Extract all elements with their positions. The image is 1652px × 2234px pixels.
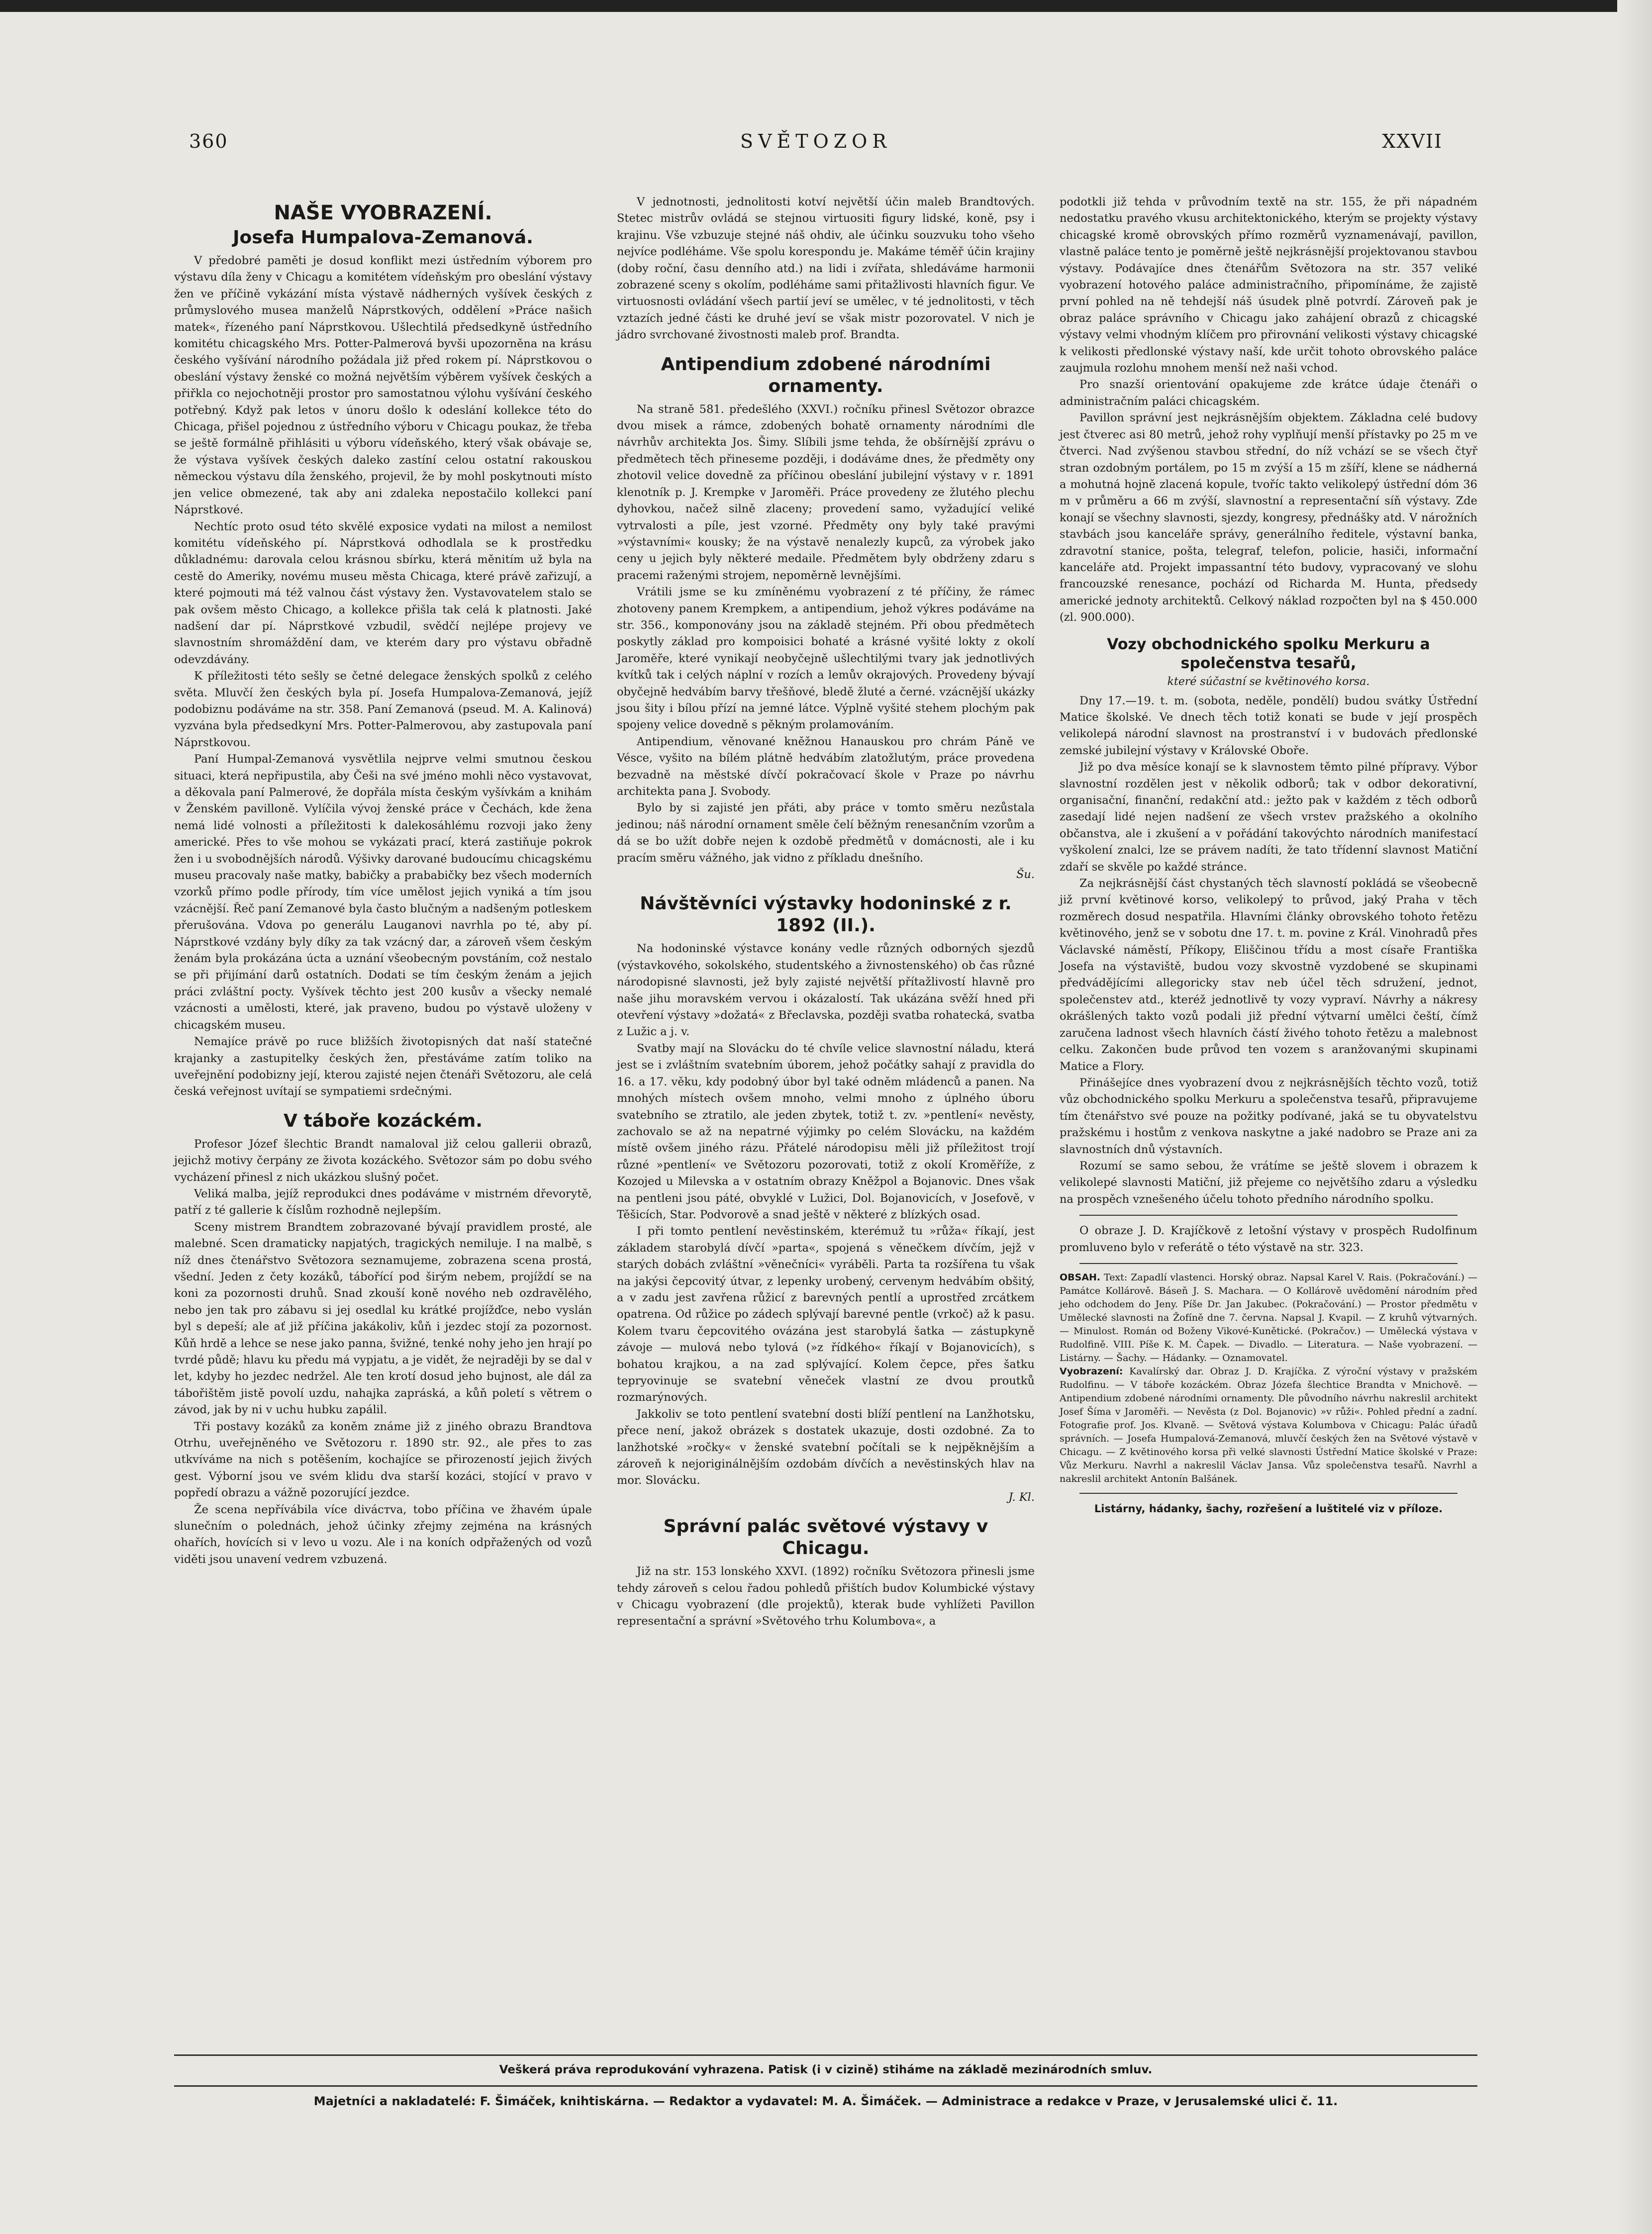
article-title-hodonin: Návštěvníci výstavky hodoninské z r. 1892 (II.). [640, 893, 1012, 936]
paragraph: Na straně 581. předešlého (XXVI.) ročníku přinesl Světozor obrazce dvou misek a rámce, zdobených bohatě ornamenty národními dle návrhův architekta Jos. Šimy. Slíbili jsme tehda, že obšírnější zprávu o předmětech těch přineseme později, i dodáváme dnes, že předměty ony zhotovil velice dovedně za příčinou obeslání jubilejní výstavy v r. 1891 klenotník p. J. Krempke v Jaroměři. Práce provedeny ze žlutého plechu dyhovkou, načež silně zlaceny; provedení samo, vyžadující veliké vytrvalosti a píle, jest vzorné. Předměty ony byly také pravými »výstavními« kousky; že na výstavě nenalezly kupců, za výrobek jako ceny u jejich byly některé medaile. Předmětem byly obdrženy zdaru s pracemi raženými strojem, nepoměrně levnějšími. [617, 402, 1035, 582]
divider [1079, 1493, 1458, 1494]
article-title-spravni-palac: Správní palác světové výstavy v Chicagu. [663, 1516, 988, 1559]
footer-publisher: Majetníci a nakladatelé: F. Šimáček, knihtiskárna. — Redaktor a vydavatel: M. A. Šimáček. — Administrace a redakce v Praze, v Jerusalemské ulici č. 11. [313, 2094, 1338, 2108]
article-title-tabor-kozacky: V táboře kozáckém. [284, 1110, 483, 1131]
paragraph: Vrátili jsme se ku zmíněnému vyobrazení z té příčiny, že rámec zhotoveny panem Krempkem, a antipendium, jehož výkres podáváme na str. 356., komponovány jsou na základě stejném. Při obou předmětech poskytly základ pro kompoisici bohaté a krásné vyšité lokty z okolí Jaroměře, které vynikají neobyčejně ušlechtilými tvary jak jednotlivých kvítků tak i celých náplní v rozích a lemův okrajových. Provedeny bývají obyčejně hedvábím barvy třešňové, bledě žluté a černé. vzácnější ukázky jsou šity i bílou přízí na jemné látce. Výplně vyšité stehem plochým pak spojeny velice dovedně s pěkným prolamováním. [617, 585, 1035, 732]
supplement-note: Listárny, hádanky, šachy, rozřešení a luštitelé viz v příloze. [1094, 1502, 1443, 1515]
section-title: NAŠE VYOBRAZENÍ. [274, 201, 492, 224]
paragraph: Paní Humpal-Zemanová vysvětlila nejprve velmi smutnou českou situaci, která nepřipustila, aby Češi na své jméno mohli něco vystavovat, a děkovala paní Palmerové, že dopřála místa českým vyšívkám a knihám v Ženském pavilloně. Vylíčila vývoj ženské práce v Čechách, kde žena nemá lidé volnosti a příležitosti k dalekosáhlému rozvoji jako ženy americké. Přes to vše mohou se vykázati prací, která zastiňuje pokrok žen i u svobodnějších národů. Výšivky darované budoucímu chicagskému museu pracovaly naše matky, babičky a prababičky bez všech moderních vzorků přímo podle přírody, tím více umělost jejich vyniká a tím jsou vzácnější. Řeč paní Zemanové byla často blučným a nadšeným potleskem přerušována. Vdova po generálu Lauganovi navrhla po té, aby pí. Náprstkové vzdány byly díky za tak vzácný dar, a zároveň všem českým ženám byla prokázána úcta a uznání všeobecným povstáním, což nestalo se při přijímání darů ostatních. Dodati se tím českým ženám a jejich práci zvláštní pocty. Vyšívek těchto jest 200 kusův a všecky nemalé vzácnosti a umělosti, které, jak praveno, budou po výstavě uloženy v chicagském museu. [174, 753, 592, 1032]
scan-right-edge [1617, 0, 1652, 2234]
column-3 [1060, 194, 1477, 1517]
paragraph: I při tomto pentlení nevěstinském, kterémuž tu »růža« říkají, jest základem starobylá dívčí »parta«, spojená s věnečkem dívčím, jejž v starých dobách zvláštní »věnečníci« vyráběli. Parta ta rozšířena tu však na jakýsi čepcovitý útvar, z lepenky urobený, cervenym hedvábím obšitý, a v zadu jest zavřena růžicí z barevných pentlí a uprostřed zrcátkem opatrena. Od růžice po zádech splývají barevné pentle (vrkoč) až k pasu. Kolem tvaru čepcovitého ovázána jest starobylá šatka — zástupkyně závoje — mulová nebo tylová (»z řídkého« říkají v Bojanovicích), s bohatou krajkou, a na zad splývající. Kolem čepce, přes šatku tepryovinuje se svatební věneček vlastní ze dvou proutků rozmarýnových. [617, 1225, 1035, 1404]
paragraph: V jednotnosti, jednolitosti kotví největší účin maleb Brandtových. Stetec mistrův ovládá se stejnou virtuositi figury lidské, koně, psy i krajinu. Vše vzbuzuje stejné náš ohdiv, ale účinku souzvuku toho všeho nejvíce podléháme. Vše spolu korespondu je. Makáme téměř účin krajiny (doby roční, času denního atd.) na lidi i zvířata, shledáváme harmonii zobrazené sceny s okolím, podléháme sami přitažlivosti hlavních figur. Ve virtuosnosti ovládání všech partií jeví se umělec, v té jednolitosti, v těch vztazích jedné části ke druhé jeví se však mistr pozorovatel. V nich je jádro svrchované živostnosti maleb prof. Brandta. [617, 195, 1035, 342]
page-header [189, 130, 1443, 160]
article-title-humpalova: Josefa Humpalova-Zemanová. [233, 227, 533, 248]
footer-rule-top [174, 2054, 1477, 2056]
paragraph: Antipendium, věnované kněžnou Hanauskou pro chrám Páně ve Vésce, vyšito na bílém plátně hedvábím zlatožlutým, práce provedena bezvadně na městské dívčí pokračovací škole v Praze po návrhu architekta pana J. Svobody. [617, 735, 1035, 798]
illustrations-text: Kavalírský dar. Obraz J. D. Krajíčka. Z výroční výstavy v pražském Rudolfinu. — V táboře kozáckém. Obraz Józefa šlechtice Brandta v Mnichově. — Antipendium zdobené národními ornamenty. Dle původního návrhu nakreslil architekt Josef Šíma v Jaroměři. — Nevěsta (z Dol. Bojanovic) »v růži«. Pohled přední a zadní. Fotografie prof. Jos. Klvaně. — Světová výstava Kolumbova v Chicagu: Palác úřadů správních. — Josefa Humpalová-Zemanová, mluvčí českých žen na Světové výstavě v Chicagu. — Z květinového korsa při velké slavnosti Ústřední Matice školské v Praze: Vůz Merkuru. Navrhl a nakreslil Václav Jansa. Vůz společenstva tesařů. Navrhl a nakreslil architekt Antonín Balšánek. [1060, 1365, 1477, 1484]
paragraph: Veliká malba, jejíž reprodukci dnes podáváme v mistrném dřevorytě, patří z té gallerie k číslům rozhodně nejlepším. [174, 1187, 592, 1217]
volume-number: XXVII [1382, 130, 1443, 152]
divider [1079, 1263, 1458, 1264]
paragraph: Přinášejíce dnes vyobrazení dvou z nejkrásnějších těchto vozů, totiž vůz obchodnického spolku Merkuru a společenstva tesařů, připravujeme tím čtenářstvo své pouze na požitky podívané, jaká se tu obyvatelstvu pražskému i hostům z venkova naskytne a jaké nadobro se Praze ani za slavnostních dnů výstavních. [1060, 1076, 1477, 1156]
paragraph: Na hodoninské výstavce konány vedle různých odborných sjezdů (výstavkového, sokolského, studentského a živnostenského) ob čas různé národopisné slavnosti, jež byly zajisté největší přítažlivostí hlavně pro naše jihu moravském vervou i okázalostí. Tak ukázána svěží hned při otevření výstavy »dožatá« z Břeclavska, později svatba rohatecká, svatba z Lužic a j. v. [617, 942, 1035, 1039]
scan-top-edge [0, 0, 1652, 12]
divider [1079, 1215, 1458, 1216]
paragraph: Bylo by si zajisté jen přáti, aby práce v tomto směru nezůstala jedinou; náš národní ornament směle čelí běžným renesančním vzorům a dá se bo užít dobře nejen k ozdobě předmětů v domácnosti, ale i ku pracím směru vážného, jak vidno z příkladu dnešního. [617, 801, 1035, 865]
paragraph: Rozumí se samo sebou, že vrátíme se ještě slovem i obrazem k velikolepé slavnosti Matiční, již přejeme co největšího zdaru a výsledku na prospěch vznešeného účelu tohoto předního národního spolku. [1060, 1159, 1477, 1206]
footer-rule-bottom [174, 2085, 1477, 2087]
article-title-vozy-merkur: Vozy obchodnického spolku Merkuru a společenstva tesařů, [1107, 635, 1430, 672]
paragraph: Již po dva měsíce konají se k slavnostem těmto pilné přípravy. Výbor slavnostní rozdělen jest v několik odborů; tak v odbor dekorativní, organisační, finanční, redakční atd.: ježto pak v každém z těch odborů zasedají lidé nejen nadšení ze všech vrstev pražského a okolního občanstva, ale i zkušení a v pořádání takovýchto národních manifestací vyškolení znalci, lze se právem nadíti, že tato třídenní slavnost Matiční zdaří se skvěle po každé stránce. [1060, 761, 1477, 874]
paragraph: Jakkoliv se toto pentlení svatební dosti blíží pentlení na Lanžhotsku, přece není, jakož obrázek s dostatek ukazuje, dosti ozdobné. Za to lanžhotské »ročky« v ženské svatební počítali se k nejpěknějším a zároveň k nejoriginálnějším ozdobám dívčích a nevěstinských hlav na mor. Slovácku. [617, 1407, 1035, 1487]
signature: Šu. [1016, 868, 1035, 881]
paragraph: Sceny mistrem Brandtem zobrazované bývají pravidlem prosté, ale malebné. Scen dramaticky napjatých, tragických nemiluje. I na malbě, s níž dnes čtenářstvo Světozora seznamujeme, zobrazena scena prostá, všední. Jeden z čety kozáků, tábořící pod širým nebem, projíždí se na koni za pozornosti druhů. Snad zkouší koně nového neb ozdravělého, nebo jen tak pro zábavu si jej osedlal ku krátké projížďce, nebo vyslán byl s depeší; ale ať již příčina jakákoliv, kůň i jezdec stojí za pozornost. Kůň hrdě a lehce se nese jako panna, švižné, tenké nohy jeho jen hrají po tvrdé půdě; hlavu ku předu má vypjatu, a je vidět, že nejraději by se dal v let, kdyby ho jezdec nedržel. Ale ten krotí dosud jeho bujnost, ale dál za tábořištěm jistě povolí uzdu, nahajka zapráská, a kůň poletí s větrem o závod, jak by ni v uchu hubku zapálil. [174, 1220, 592, 1417]
illustrations-label: Vyobrazení: [1060, 1365, 1123, 1377]
paragraph: Tři postavy kozáků za koněm známe již z jiného obrazu Brandtova Otrhu, uveřejněného ve Světozoru r. 1890 str. 92., ale přes to zas utkvíváme na nich s potěšením, kochajíce se přirozeností jejich živých gest. Výborní jsou ve svém klidu dva starší kozáci, stojící v pravo v popředí obrazu a vážně pozorující jezdce. [174, 1420, 592, 1500]
paragraph: Pro snazší orientování opakujeme zde krátce údaje čtenáři o administračním paláci chicagském. [1060, 378, 1477, 408]
paragraph: Svatby mají na Slovácku do té chvíle velice slavnostní náladu, která jest se i zvláštním svatebním úborem, jehož počátky sahají z pravidla do 16. a 17. věku, kdy podobný úbor byl také odněm mládenců a panen. Na mnohých místech ovšem mnoho, velmi mnoho z úplného úboru svatebního se ztratilo, ale jeden zbytek, totiž t. zv. »pentlení« nevěsty, zachovalo se až na nepatrné výjimky po celém Slovácku, na každém místě ovšem jiného rázu. Přátelé národopisu měli již příležitost trojí různé »pentlení« ve Světozoru pozorovati, totiž z okolí Kroměříže, z Kozojed u Milevska a v ostatním obrazy Kněžpol a Bojanovic. Dnes však na pentleni jsou páté, obvyklé v Lužici, Dol. Bojanovicích, v Josefově, v Těšicích, Star. Podvorově a snad ještě v některé z blízkých osad. [617, 1042, 1035, 1221]
contents-text: Text: Zapadlí vlastenci. Horský obraz. Napsal Karel V. Rais. (Pokračování.) — Památce Kollárově. Báseň J. S. Machara. — O Kollárově uvědomění národním před jeho odchodem do Jeny. Píše Dr. Jan Jakubec. (Pokračování.) — Prostor předmětu v Umělecké slavnosti na Žofíně dne 7. června. Napsal J. Kvapil. — Z kruhů výtvarných. — Minulost. Román od Boženy Vikové-Kunětické. (Pokračov.) — Umělecká výstava v Rudolfině. VIII. Píše K. M. Čapek. — Divadlo. — Literatura. — Naše vyobrazení. — Listárny. — Šachy. — Hádanky. — Oznamovatel. [1060, 1271, 1477, 1363]
column-1 [174, 194, 592, 1568]
page-number: 360 [189, 130, 228, 152]
signature: J. Kl. [1008, 1490, 1035, 1504]
footer-rights: Veškerá práva reprodukování vyhrazena. Patisk (i v cizině) stiháme na základě mezinárodních smluv. [499, 2063, 1153, 2076]
table-of-contents [1060, 1271, 1477, 1486]
article-title-antipendium: Antipendium zdobené národními ornamenty. [661, 354, 991, 396]
paragraph: Že scena nepřívábila více divácтva, tobo příčina ve žhavém úpale slunečním o polednách, jehož účinky zřejmy zejména na krásných ohařích, hovících si v levo u vozu. Ale i na koních odpřažených od vozů viděti jsou unavení vedrem vzbuzená. [174, 1503, 592, 1566]
paragraph: Nechtíc proto osud této skvělé exposice vydati na milost a nemilost komitétu vídeňského pí. Náprstková odhodlala se k prostředku důkladnému: darovala celou krásnou sbírku, která měnitím už byla na cestě do Ameriky, novému museu města Chicaga, které právě zařizují, a které pojmouti má též valnou část výstavy žen. Vystavovatelem stalo se pak ovšem město Chicago, a kollekce přišla tak celá k platnosti. Jaké nadšení dar pí. Náprstkové vzbudil, svědčí nejlépe projevy ve slavnostním shromáždění dam, ve kterém dary pro výstavu obřadně odevzdávány. [174, 520, 592, 666]
paragraph: Za nejkrásnější část chystaných těch slavností pokládá se všeobecně již první květinové korso, velikolepý to průvod, jaký Praha v těch rozměrech dosud nespatřila. Hlavními články obrovského tohoto řetězu květinového, jenž se v sobotu dne 17. t. m. povine z Král. Vinohradů přes Václavské náměstí, Příkopy, Eliščinou třídu a most císaře Františka Josefa na výstaviště, budou vozy skvostně vyzdobené se skupinami předvádějícími allegoricky stav neb účel těch sdružení, jednot, společenstev atd., kteréž jednotlivě ty vozy vypraví. Návrhy a nákresy okrášlených takto vozů podali již přední výtvarní umělci čeští, čímž zaručena ladnost všech hlavních částí živého tohoto řetězu a malebnost celku. Zakončen bude průvod ten vozem s aranžovanými skupinami Matice a Flory. [1060, 877, 1477, 1073]
paragraph: Již na str. 153 lonského XXVI. (1892) ročníku Světozora přinesli jsme tehdy zároveň s celou řadou pohledů přištích budov Kolumbické výstavy v Chicagu vyobrazení (dle projektů), kterak bude vyhlížeti Pavillon representační a správní »Světového trhu Kolumbova«, a [617, 1565, 1035, 1628]
paragraph: Nemajíce právě po ruce bližších životopisných dat naší statečné krajanky a zastupitelky českých žen, přestáváme zatím toliko na uveřejnění podobizny její, kterou zajisté nejen čtenáři Světozoru, ale celá česká veřejnost uvítají se sympatiemi srdečnými. [174, 1035, 592, 1098]
paragraph: K příležitosti této sešly se četné delegace ženských spolků z celého světa. Mluvčí žen českých byla pí. Josefa Humpalova-Zemanová, jejíž podobiznu podáváme na str. 358. Paní Zemanová (pseud. M. A. Kalinová) vyzvána byla předsedkyní Mrs. Potter-Palmerovou, aby zastupovala paní Náprstkovou. [174, 670, 592, 749]
paragraph: Dny 17.—19. t. m. (sobota, neděle, pondělí) budou svátky Ústřední Matice školské. Ve dnech těch totiž konati se bude v její prospěch velikolepá národní slavnost na prostranství i v budovách předlonské zemské jubilejní výstavy v Královské Oboře. [1060, 694, 1477, 757]
paragraph: podotkli již tehda v průvodním textě na str. 155, že při nápadném nedostatku pravého vkusu architektonického, kterým se projekty výstavy chicagské kromě obrovských přímo rozměrů vyznamenávají, pavillon, vlastně paláce tento je poměrně ještě nejkrásnější projektovanou stavbou výstavy. Podávajíce dnes čtenářům Světozora na str. 357 veliké vyobrazení hotového paláce administračního, připomínáme, že zajistě první pohled na ně tehdejší náš úsudek plně potvrdí. Zároveň pak je obraz paláce správního v Chicagu jako zahájení obrazů z chicagské výstavy velmi vhodným klíčem pro přirovnání velikosti výstavy chicagské k velikosti předlonské výstavy naší, kde určit tohoto obrovského paláce zaujmula rozlohu mnohem menší než naši vchod. [1060, 195, 1477, 375]
contents-label: OBSAH. [1060, 1271, 1101, 1283]
article-subtitle: které súčastní se květinového korsa. [1167, 675, 1370, 688]
paragraph: O obraze J. D. Krajíčkově z letošní výstavy v prospěch Rudolfinum promluveno bylo v referátě o této výstavě na str. 323. [1060, 1224, 1477, 1254]
paragraph: Pavillon správní jest nejkrásnějším objektem. Základna celé budovy jest čtverec asi 80 metrů, jehož rohy vyplňují menší přístavky po 25 m ve čtverci. Nad zvýšenou stavbou střední, do níž vchází se se všech čtyř stran ozdobným portálem, po 15 m zvýší a 15 m zšíří, klene se nádherná a mohutná hojně zlacená kopule, tvoříc takto velikolepý ústřední dóm 36 m v průměru a 66 m zvýší, slavnostní a representační síň výstavy. Zde konají se všechny slavnosti, sjezdy, kongresy, přednášky atd. V nárožních stavbách jsou kanceláře správy, generálního ředitele, výstavní banka, zdravotní stanice, pošta, telegraf, telefon, policie, hasiči, informační kanceláře atd. Projekt impassantní této budovy, vypracovaný ve slohu francouzské renesance, pochází od Richarda M. Hunta, předsedy americké jednoty architektů. Celkový náklad rozpočten byl na $ 450.000 (zl. 900.000). [1060, 411, 1477, 624]
column-2 [617, 194, 1035, 1630]
paragraph: V předobré paměti je dosud konflikt mezi ústředním výborem pro výstavu díla ženy v Chicagu a komitétem vídeňským pro obeslání výstavy žen ve příčině vykázání místa výstavě nádherných vyšívek českých z průmyslového musea manželů Náprstkových, oddělení »Práce našich matek«, řízeného paní Náprstkovou. Ušlechtilá předsedkyně ústředního komitétu chicagského Mrs. Potter-Palmerová byvši upozorněna na krásu českého vyšívání národního požádala již před rokem pí. Náprstkovou o obeslání výstavy ženské co možná největším výběrem vyšívek českých a přiřkla co nejochotněji prostor pro samostatnou výlohu vyšívání českého potřebný. Když pak letos v únoru došlo k odeslání kollekce této do Chicaga, přišel pojednou z ústředního výboru v Chicagu poukaz, že třeba se ještě formálně přihlásiti u výboru vídeňského, který však obávaje se, že výstava vyšívek českých daleko zastíní celou ostatní rakouskou německou výstavu díla ženského, projevil, že by mohl poskytnouti místo jen velice obmezené, tak aby ani zdaleka nepostačilo kollekci paní Náprstkové. [174, 254, 592, 517]
masthead: SVĚTOZOR [740, 130, 891, 152]
paragraph: Profesor Józef šlechtic Brandt namaloval již celou galleriі obrazů, jejichž motivy čerpány ze života kozáckého. Světozor sám po dobu svého vycházení přinesl z nich ukázkou slušný počet. [174, 1137, 592, 1184]
